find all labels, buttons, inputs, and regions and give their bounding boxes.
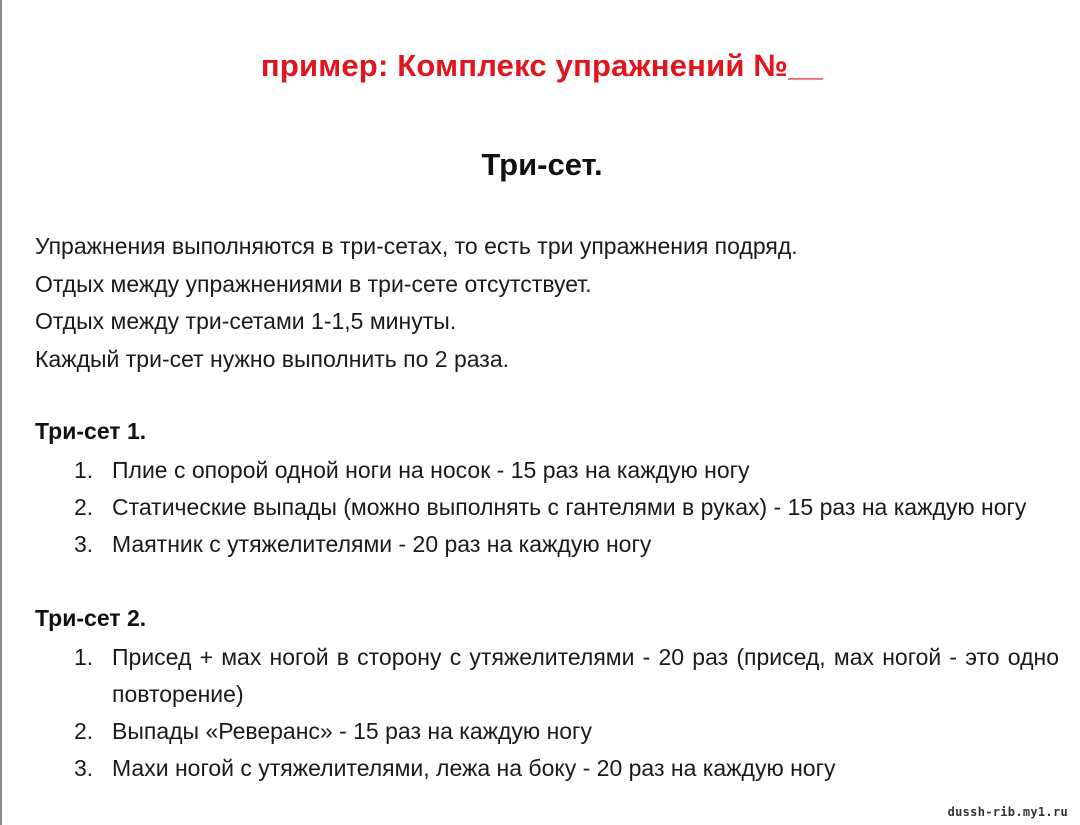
exercise-text: Присед + мах ногой в сторону с утяжелителями - 20 раз (присед, мах ногой - это одно повторение) [112, 644, 1059, 707]
intro-line: Отдых между три-сетами 1-1,5 минуты. [35, 308, 457, 334]
intro-line: Упражнения выполняются в три-сетах, то есть три упражнения подряд. [35, 233, 798, 259]
intro-line: Каждый три-сет нужно выполнить по 2 раза. [35, 345, 510, 372]
page-subtitle: Три-сет. [481, 147, 603, 182]
exercise-item [74, 713, 1059, 750]
exercise-text: Выпады «Реверанс» - 15 раз на каждую ногу [112, 718, 592, 744]
set-1-exercise-list [74, 452, 1059, 563]
exercise-number: 1. [74, 457, 94, 483]
exercise-text: Маятник с утяжелителями - 20 раз на каждую ногу [112, 531, 652, 557]
exercise-item [74, 489, 1059, 526]
exercise-item [74, 750, 1059, 787]
exercise-text: Махи ногой с утяжелителями, лежа на боку - 20 раз на каждую ногу [112, 755, 836, 781]
exercise-number: 3. [74, 755, 94, 781]
exercise-item [74, 526, 1059, 563]
exercise-item [74, 639, 1059, 713]
page-title: пример: Комплекс упражнений №__ [260, 48, 824, 83]
exercise-number: 2. [74, 718, 94, 744]
exercise-item [74, 452, 1059, 489]
exercise-text: Статические выпады (можно выполнять с гантелями в руках) - 15 раз на каждую ногу [112, 494, 1027, 520]
set-1-heading: Три-сет 1. [35, 418, 147, 444]
intro-line: Отдых между упражнениями в три-сете отсутствует. [35, 270, 592, 297]
intro-paragraph [35, 228, 1055, 378]
set-2-heading: Три-сет 2. [35, 605, 147, 631]
exercise-number: 2. [74, 494, 94, 520]
exercise-number: 3. [74, 531, 94, 557]
exercise-text: Плие с опорой одной ноги на носок - 15 раз на каждую ногу [112, 457, 750, 483]
exercise-number: 1. [74, 644, 94, 670]
set-2-exercise-list [74, 639, 1059, 787]
watermark: dussh-rib.my1.ru [947, 805, 1068, 819]
